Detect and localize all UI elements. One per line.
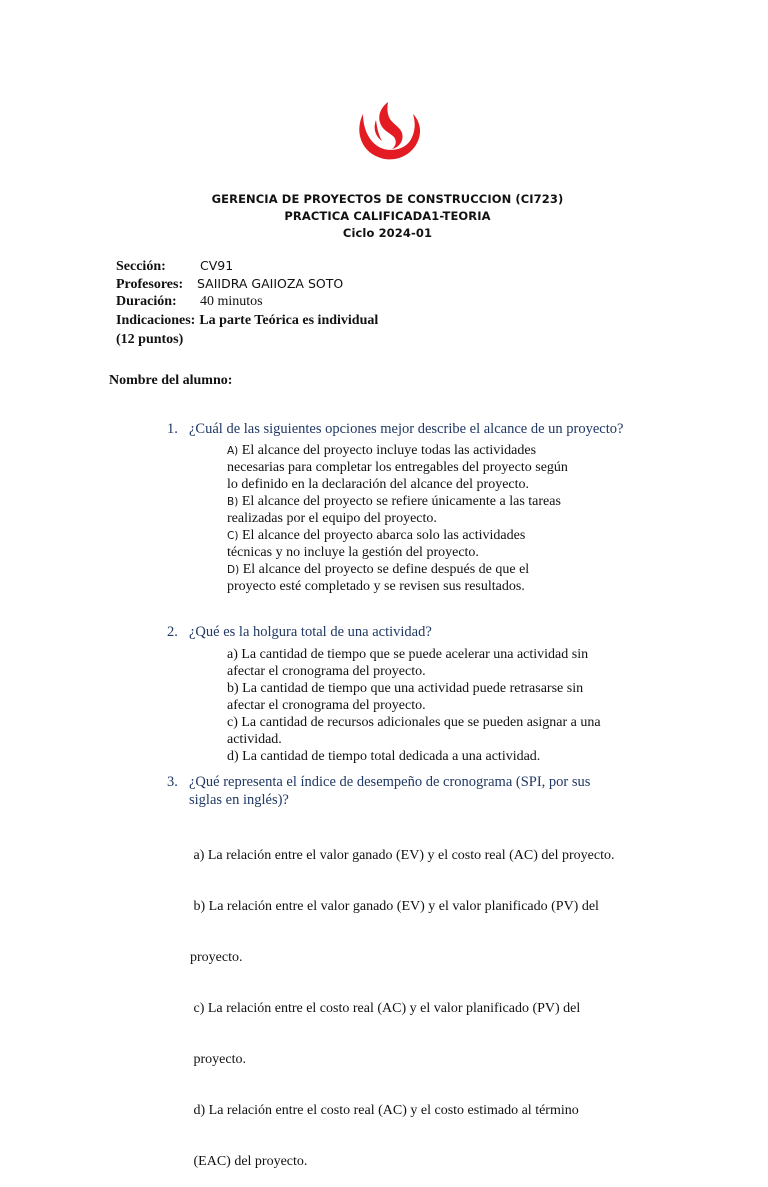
instructions-value: La parte Teórica es individual — [199, 313, 379, 328]
question-text: ¿Cuál de las siguientes opciones mejor describe el alcance de un proyecto? — [189, 421, 624, 437]
question-text: ¿Qué representa el índice de desempeño de cronograma (SPI, por sus — [189, 774, 591, 790]
question-text: ¿Qué es la holgura total de una actividad? — [189, 624, 432, 640]
section-row — [116, 258, 233, 275]
points-row — [116, 332, 183, 348]
option-text: El alcance del proyecto abarca solo las actividades — [241, 528, 526, 543]
option-a — [227, 442, 568, 459]
points-label: (12 puntos) — [116, 332, 184, 347]
student-name-label: Nombre del alumno: — [109, 373, 233, 388]
option-d: d) La cantidad de tiempo total dedicada a una actividad. — [227, 749, 541, 764]
option-d: d) La relación entre el costo real (AC) y el costo estimado al término — [190, 1103, 579, 1118]
section-label: Sección: — [116, 259, 166, 274]
option-c: c) La relación entre el costo real (AC) y el valor planificado (PV) del — [190, 1001, 581, 1016]
option-text-line: realizadas por el equipo del proyecto. — [227, 511, 437, 526]
question-number: 2. — [167, 624, 178, 640]
university-logo — [354, 100, 422, 162]
option-c — [227, 527, 568, 544]
option-text: El alcance del proyecto incluye todas las actividades — [241, 443, 537, 458]
question-1-options — [227, 442, 568, 595]
option-d — [227, 561, 568, 578]
option-b: b) La cantidad de tiempo que una actividad puede retrasarse sin — [227, 681, 584, 696]
option-text-line: proyecto. — [190, 950, 243, 965]
option-b — [227, 493, 568, 510]
option-text-line: lo definido en la declaración del alcance del proyecto. — [227, 477, 530, 492]
student-name-row — [109, 373, 232, 389]
question-number: 1. — [167, 421, 178, 437]
option-b: b) La relación entre el valor ganado (EV) y el valor planificado (PV) del — [190, 899, 599, 914]
professors-value: SAIIDRA GAIIOZA SOTO — [197, 276, 344, 291]
professors-row — [116, 276, 343, 293]
question-text-line: siglas en inglés)? — [189, 792, 289, 808]
option-text-line: necesarias para completar los entregables del proyecto según — [227, 460, 568, 475]
exam-title: PRACTICA CALIFICADA1-TEORIA — [284, 209, 491, 223]
duration-label: Duración: — [116, 294, 177, 309]
option-c: c) La cantidad de recursos adicionales que se pueden asignar a una — [227, 715, 601, 730]
question-2-options — [227, 646, 601, 765]
option-text: El alcance del proyecto se define después de que el — [242, 562, 530, 577]
instructions-label: Indicaciones: — [116, 313, 196, 328]
option-a: a) La relación entre el valor ganado (EV) y el costo real (AC) del proyecto. — [190, 848, 615, 863]
option-text: El alcance del proyecto se refiere únicamente a las tareas — [241, 494, 561, 509]
duration-row — [116, 294, 263, 310]
professors-label: Profesores: — [116, 277, 184, 292]
question-3-options — [190, 813, 614, 1187]
cycle-label: Ciclo 2024-01 — [342, 226, 433, 240]
option-letter: A) — [227, 445, 239, 457]
option-text-line: proyecto. — [190, 1052, 246, 1067]
option-letter: B) — [227, 496, 239, 508]
instructions-row — [116, 313, 378, 329]
option-text-line: (EAC) del proyecto. — [190, 1154, 308, 1169]
section-value: CV91 — [200, 258, 234, 273]
question-number: 3. — [167, 774, 178, 790]
duration-value: 40 minutos — [200, 294, 263, 309]
course-title: GERENCIA DE PROYECTOS DE CONSTRUCCION (CI723) — [211, 192, 564, 206]
option-text-line: proyecto esté completado y se revisen sus resultados. — [227, 579, 525, 594]
option-letter: D) — [227, 564, 240, 576]
option-text-line: actividad. — [227, 732, 282, 747]
option-text-line: afectar el cronograma del proyecto. — [227, 664, 426, 679]
option-letter: C) — [227, 530, 239, 542]
option-a: a) La cantidad de tiempo que se puede acelerar una actividad sin — [227, 647, 589, 662]
option-text-line: afectar el cronograma del proyecto. — [227, 698, 426, 713]
option-text-line: técnicas y no incluye la gestión del proyecto. — [227, 545, 479, 560]
